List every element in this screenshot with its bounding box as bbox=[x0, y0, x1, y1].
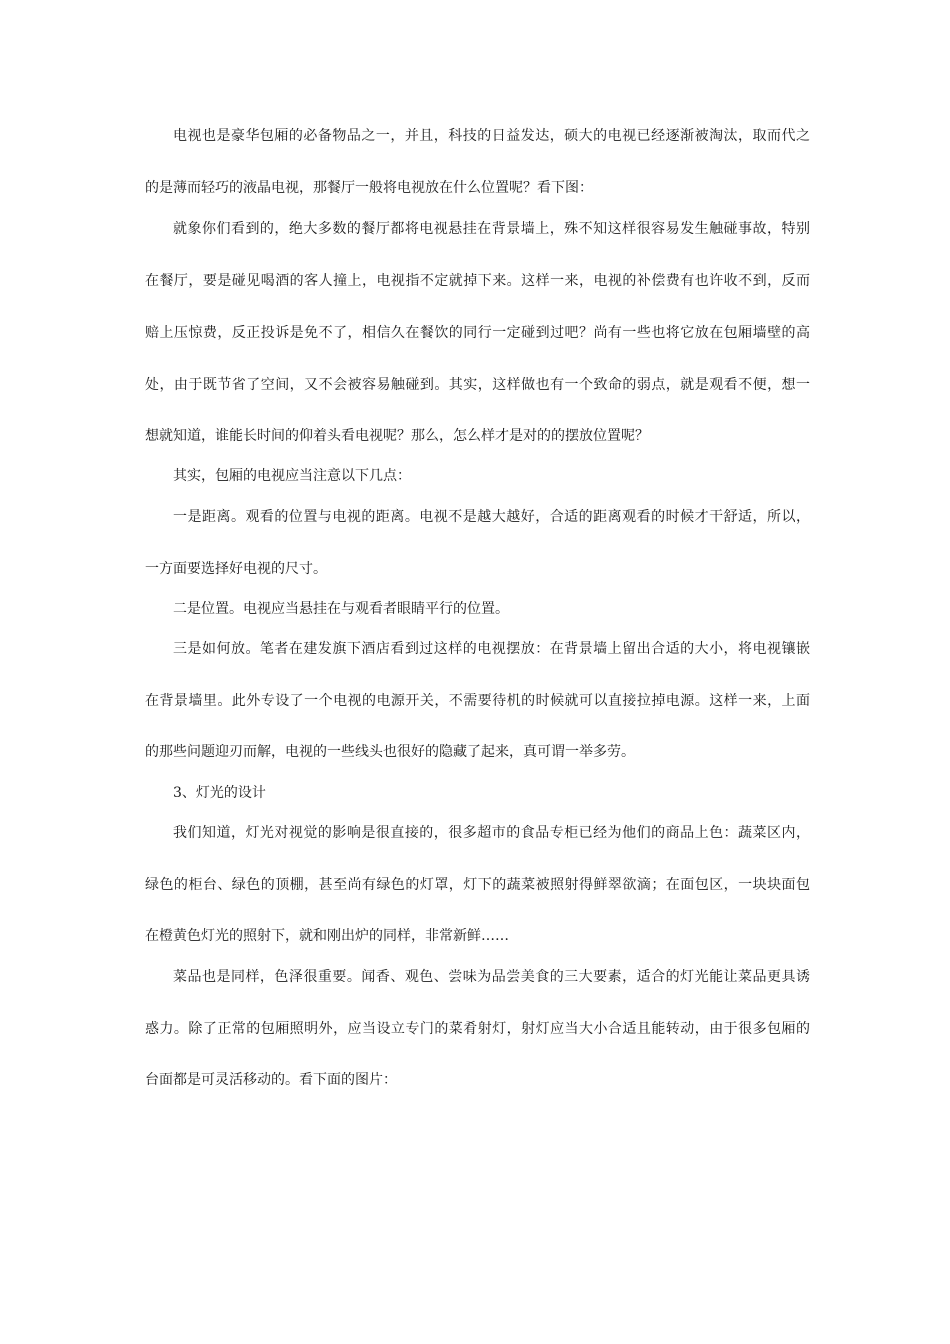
paragraph-8-line-2: 绿色的柜台、绿色的顶棚，甚至尚有绿色的灯罩，灯下的蔬菜被照射得鲜翠欲滴；在面包区，一块块面包 bbox=[145, 877, 810, 893]
paragraph-3-line-1: 其实，包厢的电视应当注意以下几点： bbox=[173, 468, 411, 484]
paragraph-8-line-3: 在橙黄色灯光的照射下，就和刚出炉的同样，非常新鲜…… bbox=[145, 928, 509, 944]
paragraph-9-line-3: 台面都是可灵活移动的。看下面的图片： bbox=[145, 1072, 397, 1088]
paragraph-2-line-3: 赔上压惊费，反正投诉是免不了，相信久在餐饮的同行一定碰到过吧？尚有一些也将它放在包厢墙壁的高 bbox=[145, 325, 810, 341]
paragraph-2-line-1: 就象你们看到的，绝大多数的餐厅都将电视悬挂在背景墙上，殊不知这样很容易发生触碰事故，特别 bbox=[173, 221, 810, 237]
paragraph-6-line-1: 三是如何放。笔者在建发旗下酒店看到过这样的电视摆放：在背景墙上留出合适的大小，将电视镶嵌 bbox=[173, 641, 810, 657]
paragraph-1-line-1: 电视也是豪华包厢的必备物品之一，并且，科技的日益发达，硕大的电视已经逐渐被淘汰，取而代之 bbox=[173, 128, 810, 144]
paragraph-4-line-1: 一是距离。观看的位置与电视的距离。电视不是越大越好，合适的距离观看的时候才干舒适，所以， bbox=[173, 509, 810, 525]
paragraph-9-line-1: 菜品也是同样，色泽很重要。闻香、观色、尝味为品尝美食的三大要素，适合的灯光能让菜品更具诱 bbox=[173, 969, 810, 985]
paragraph-4-line-2: 一方面要选择好电视的尺寸。 bbox=[145, 561, 327, 577]
paragraph-6-line-2: 在背景墙里。此外专设了一个电视的电源开关，不需要待机的时候就可以直接拉掉电源。这样一来，上面 bbox=[145, 693, 810, 709]
section-heading-lighting-design: 3、灯光的设计 bbox=[173, 785, 266, 801]
paragraph-9-line-2: 惑力。除了正常的包厢照明外，应当设立专门的菜肴射灯，射灯应当大小合适且能转动，由于很多包厢的 bbox=[145, 1021, 810, 1037]
paragraph-2-line-2: 在餐厅，要是碰见喝酒的客人撞上，电视指不定就掉下来。这样一来，电视的补偿费有也许收不到，反而 bbox=[145, 273, 810, 289]
paragraph-1-line-2: 的是薄而轻巧的液晶电视，那餐厅一般将电视放在什么位置呢？看下图： bbox=[145, 180, 593, 196]
paragraph-2-line-5: 想就知道，谁能长时间的仰着头看电视呢？那么，怎么样才是对的的摆放位置呢？ bbox=[145, 428, 649, 444]
paragraph-6-line-3: 的那些问题迎刃而解，电视的一些线头也很好的隐藏了起来，真可谓一举多劳。 bbox=[145, 744, 635, 760]
paragraph-2-line-4: 处，由于既节省了空间，又不会被容易触碰到。其实，这样做也有一个致命的弱点，就是观看不便，想一 bbox=[145, 377, 810, 393]
paragraph-8-line-1: 我们知道，灯光对视觉的影响是很直接的，很多超市的食品专柜已经为他们的商品上色：蔬菜区内， bbox=[173, 825, 810, 841]
paragraph-5-line-1: 二是位置。电视应当悬挂在与观看者眼睛平行的位置。 bbox=[173, 601, 509, 617]
